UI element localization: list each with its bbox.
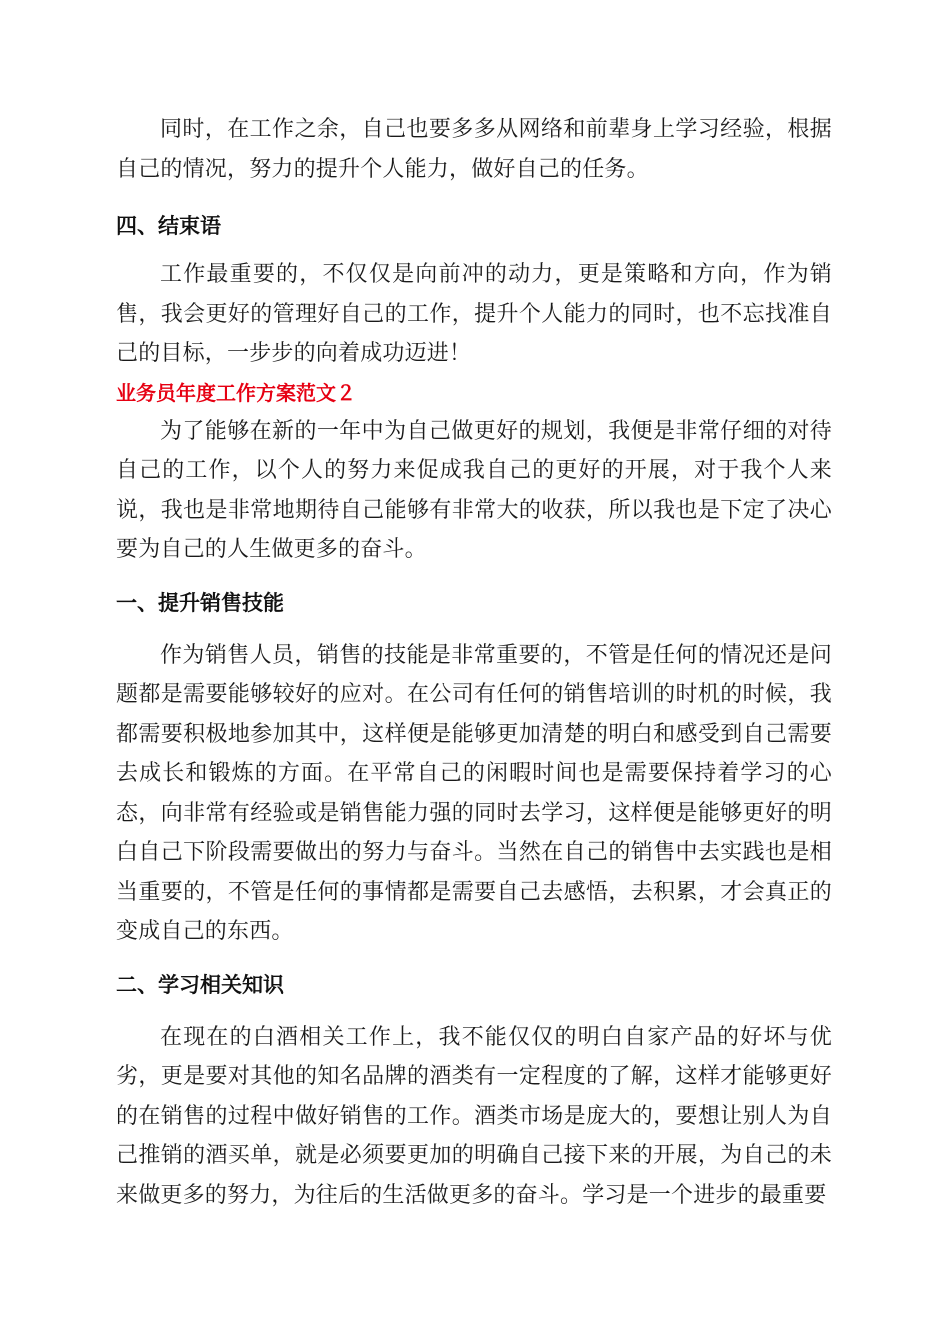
document-page xyxy=(116,110,832,1215)
section-heading-sales-skills: 一、提升销售技能 xyxy=(116,590,284,615)
document-title-2: 业务员年度工作方案范文２ xyxy=(116,380,356,405)
paragraph-conclusion: 工作最重要的，不仅仅是向前冲的动力，更是策略和方向，作为销售，我会更好的管理好自己的工作，提升个人能力的同时，也不忘找准自己的目标，一步步的向着成功迈进！ xyxy=(116,262,832,366)
paragraph-sales-skills: 作为销售人员，销售的技能是非常重要的，不管是任何的情况还是问题都是需要能够较好的应对。在公司有任何的销售培训的时机的时候，我都需要积极地参加其中，这样便是能够更加清楚的明白和感受到自己需要去成长和锻炼的方面。在平常自己的闲暇时间也是需要保持着学习的心态，向非常有经验或是销售能力强的同时去学习，这样便是能够更好的明白自己下阶段需要做出的努力与奋斗。当然在自己的销售中去实践也是相当重要的，不管是任何的事情都是需要自己去感悟，去积累，才会真正的变成自己的东西。 xyxy=(116,642,832,944)
paragraph-self-study: 同时，在工作之余，自己也要多多从网络和前辈身上学习经验，根据自己的情况，努力的提升个人能力，做好自己的任务。 xyxy=(116,117,832,182)
section-heading-conclusion: 四、结束语 xyxy=(116,214,221,238)
section-heading-learning: 二、学习相关知识 xyxy=(116,972,284,997)
paragraph-learning: 在现在的白酒相关工作上，我不能仅仅的明白自家产品的好坏与优劣，更是要对其他的知名品牌的酒类有一定程度的了解，这样才能够更好的在销售的过程中做好销售的工作。酒类市场是庞大的，要想让别人为自己推销的酒买单，就是必须要更加的明确自己接下来的开展，为自己的未来做更多的努力，为往后的生活做更多的奋斗。学习是一个进步的最重要 xyxy=(116,1024,832,1208)
paragraph-intro: 为了能够在新的一年中为自己做更好的规划，我便是非常仔细的对待自己的工作，以个人的努力来促成我自己的更好的开展，对于我个人来说，我也是非常地期待自己能够有非常大的收获，所以我也是下定了决心要为自己的人生做更多的奋斗。 xyxy=(116,418,832,562)
